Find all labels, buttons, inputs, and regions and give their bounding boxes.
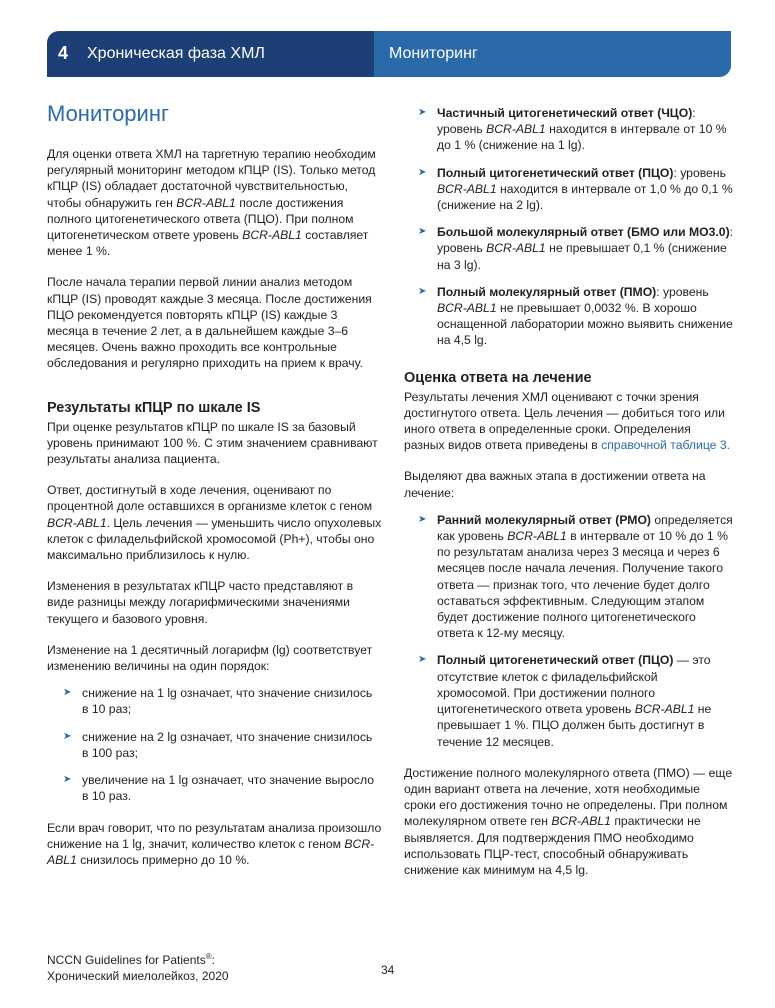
page-heading: Мониторинг [47, 101, 170, 126]
left-column [47, 146, 382, 883]
arrow-bullet-icon: ➤ [63, 730, 72, 742]
arrow-bullet-icon: ➤ [63, 774, 72, 786]
assessment-paragraph: Результаты лечения ХМЛ оценивают с точки зрения достигнутого ответа. Цель лечения — добиться того или иного ответа в определенные сроки. Определения разных видов ответа приведены в справочной таблице 3. [404, 389, 730, 453]
arrow-bullet-icon: ➤ [418, 107, 427, 118]
footer-subtitle: Хронический миелолейкоз, 2020 [47, 969, 229, 983]
subheading-response-assessment: Оценка ответа на лечение [404, 369, 592, 386]
list-item: ➤ увеличение на 1 lg означает, что значение выросло в 10 раз. [63, 773, 374, 804]
list-item: ➤ Полный цитогенетический ответ (ПЦО): уровень BCR-ABL1 находится в интервале от 1,0 % до 0,1 % (снижение на 2 lg). [418, 165, 733, 213]
list-item: ➤ Ранний молекулярный ответ (РМО) определяется как уровень BCR-ABL1 в интервале от 10 % до 1 % по результатам анализа через 3 месяца и через 6 месяцев после начала лечения. Получение такого ответа — признак того, что лечение будет долго оставаться эффективным. Следующим этапом будет достижение полного цитогенетического ответа к 12-му месяцу. [418, 512, 733, 641]
stages-list [418, 512, 734, 750]
section-title: Мониторинг [389, 45, 478, 62]
lg-bullet-list [63, 685, 382, 804]
arrow-bullet-icon: ➤ [418, 226, 427, 238]
chapter-title: Хроническая фаза ХМЛ [87, 45, 265, 62]
arrow-bullet-icon: ➤ [418, 285, 427, 297]
reference-table-link[interactable]: справочной таблице 3. [601, 438, 730, 453]
response-levels-list [418, 105, 734, 349]
arrow-bullet-icon: ➤ [418, 654, 427, 666]
list-item: ➤ Полный молекулярный ответ (ПМО): уровень BCR-ABL1 не превышает 0,0032 %. В хорошо оснащенной лаборатории можно выявить снижение на 4,5 lg. [418, 284, 733, 348]
list-item: ➤ снижение на 2 lg означает, что значение снизилось в 100 раз; [63, 729, 373, 760]
schedule-paragraph: После начала терапии первой линии анализ методом кПЦР (IS) проводят каждые 3 месяца. После достижения ПЦО рекомендуется повторять кПЦР (IS) каждые 3 месяца в течение 2 лет, а в дальнейшем каждые 3–6 месяцев. Очень важно проходить все контрольные обследования и регулярно приходить на прием к врачу. [47, 275, 372, 371]
page-number: 34 [381, 963, 395, 977]
intro-paragraph: Для оценки ответа ХМЛ на таргетную терапию необходим регулярный мониторинг методом кПЦР (IS). Только метод кПЦР (IS) обладает достаточной чувствительностью, чтобы обнаружить ген BCR-ABL1 после достижения полного цитогенетического ответа (ПЦО). При полном цитогенетическом ответе уровень BCR-ABL1 составляет менее 1 %. [47, 147, 376, 259]
footer [47, 949, 229, 984]
arrow-bullet-icon: ➤ [418, 166, 427, 178]
subheading-is-results: Результаты кПЦР по шкале IS [47, 399, 261, 416]
chapter-header-bar [47, 31, 731, 77]
chapter-number: 4 [58, 43, 69, 63]
list-item: ➤ Большой молекулярный ответ (БМО или МО3.0): уровень BCR-ABL1 не превышает 0,1 % (снижение на 3 lg). [418, 225, 734, 272]
complete-molecular-paragraph: Достижение полного молекулярного ответа (ПМО) — еще один вариант ответа на лечение, хотя необходимые сроки его достижения точно не определены. При полном молекулярном ответе ген BCR-ABL1 практически не выявляется. Для подтверждения ПМО необходимо использовать ПЦР-тест, способный обнаруживать снижение как минимум на 4,5 lg. [404, 765, 733, 877]
example-paragraph: Если врач говорит, что по результатам анализа произошло снижение на 1 lg, значит, количество клеток с геном BCR-ABL1 снизилось примерно до 10 %. [47, 820, 382, 867]
right-column [404, 105, 734, 893]
list-item: ➤ снижение на 1 lg означает, что значение снизилось в 10 раз; [63, 686, 373, 717]
arrow-bullet-icon: ➤ [418, 513, 427, 525]
stages-intro-paragraph: Выделяют два важных этапа в достижении ответа на лечение: [404, 469, 706, 500]
section-tab [374, 31, 731, 77]
lg-definition-paragraph: Изменение на 1 десятичный логарифм (lg) соответствует изменению величины на один порядок: [47, 642, 373, 674]
list-item: ➤ Частичный цитогенетический ответ (ЧЦО): уровень BCR-ABL1 находится в интервале от 10 % до 1 % (снижение на 1 lg). [418, 106, 727, 153]
list-item: ➤ Полный цитогенетический ответ (ПЦО) — это отсутствие клеток с филадельфийской хромосомой. При достижении полного цитогенетического ответа уровень BCR-ABL1 не превышает 1 %. ПЦО должен быть достигнут в течение 12 месяцев. [418, 653, 712, 749]
response-paragraph: Ответ, достигнутый в ходе лечения, оценивают по процентной доле оставшихся в организме клеток с геном BCR-ABL1. Цель лечения — уменьшить число опухолевых клеток с филадельфийской хромосомой (Ph+), чтобы оно максимально приблизилось к нулю. [47, 483, 382, 563]
log-paragraph: Изменения в результатах кПЦР часто представляют в виде разницы между логарифмическими значениями текущего и базового уровня. [47, 579, 354, 626]
baseline-paragraph: При оценке результатов кПЦР по шкале IS за базовый уровень принимают 100 %. С этим значением сравнивают результаты анализа пациента. [47, 419, 378, 467]
arrow-bullet-icon: ➤ [63, 687, 72, 699]
footer-guideline-title: NCCN Guidelines for Patients®: [47, 952, 215, 967]
